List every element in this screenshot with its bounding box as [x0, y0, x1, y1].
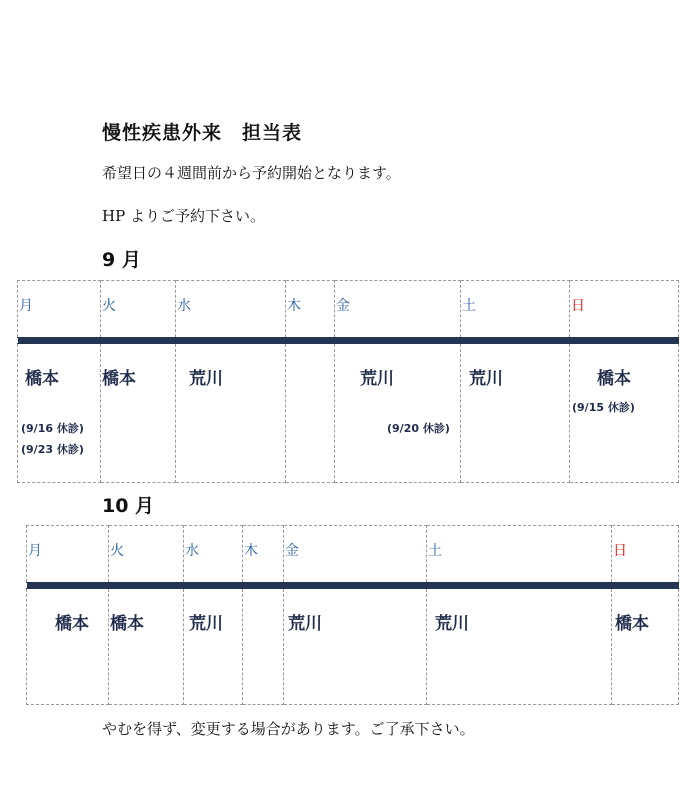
closure-note: (9/16 休診) [21, 422, 84, 435]
weekday-header-wed: 水 [184, 526, 243, 583]
doctor-name: 荒川 [435, 614, 469, 634]
cell-sep-sat [461, 344, 570, 483]
weekday-header-tue: 火 [101, 281, 176, 338]
intro-line-2: HP よりご予約下さい。 [102, 207, 265, 225]
cell-oct-sun [612, 589, 679, 705]
cell-sep-thu [286, 344, 335, 483]
title-main: 慢性疾患外来 [102, 122, 223, 144]
doctor-name: 橋本 [615, 614, 649, 634]
weekday-header-mon: 月 [27, 526, 109, 583]
footer-notice: やむを得ず、変更する場合があります。ご了承下さい。 [102, 720, 475, 738]
cell-sep-fri [335, 344, 461, 483]
closure-note: (9/23 休診) [21, 443, 84, 456]
weekday-header-sat: 土 [461, 281, 570, 338]
cell-sep-sun [570, 344, 679, 483]
doctor-name: 橋本 [55, 614, 89, 634]
intro-line-1: 希望日の４週間前から予約開始となります。 [102, 164, 401, 182]
doctor-name: 橋本 [110, 614, 144, 634]
title-sub: 担当表 [242, 122, 303, 144]
cell-sep-wed [176, 344, 286, 483]
cell-sep-tue [101, 344, 176, 483]
schedule-table-september [17, 280, 679, 483]
weekday-header-sat: 土 [427, 526, 612, 583]
weekday-header-fri: 金 [335, 281, 461, 338]
weekday-header-thu: 木 [286, 281, 335, 338]
weekday-header-sun: 日 [570, 281, 679, 338]
cell-oct-tue [109, 589, 184, 705]
closure-note: (9/15 休診) [572, 401, 635, 414]
month-heading-october: 10 月 [102, 495, 155, 517]
weekday-header-fri: 金 [284, 526, 427, 583]
page-title [102, 118, 302, 145]
cell-oct-thu [243, 589, 284, 705]
cell-oct-sat [427, 589, 612, 705]
weekday-header-mon: 月 [18, 281, 101, 338]
schedule-table-october [26, 525, 679, 705]
doctor-name: 橋本 [102, 369, 136, 389]
doctor-name: 橋本 [597, 369, 631, 389]
doctor-name: 荒川 [360, 369, 394, 389]
cell-sep-mon [18, 344, 101, 483]
doctor-name: 荒川 [189, 369, 223, 389]
weekday-header-sun: 日 [612, 526, 679, 583]
doctor-name: 橋本 [25, 369, 59, 389]
cell-oct-fri [284, 589, 427, 705]
weekday-header-tue: 火 [109, 526, 184, 583]
weekday-header-wed: 水 [176, 281, 286, 338]
cell-oct-wed [184, 589, 243, 705]
doctor-name: 荒川 [288, 614, 322, 634]
cell-oct-mon [27, 589, 109, 705]
doctor-name: 荒川 [469, 369, 503, 389]
weekday-header-thu: 木 [243, 526, 284, 583]
doctor-name: 荒川 [189, 614, 223, 634]
month-heading-september: 9 月 [102, 249, 141, 271]
closure-note: (9/20 休診) [387, 422, 450, 435]
